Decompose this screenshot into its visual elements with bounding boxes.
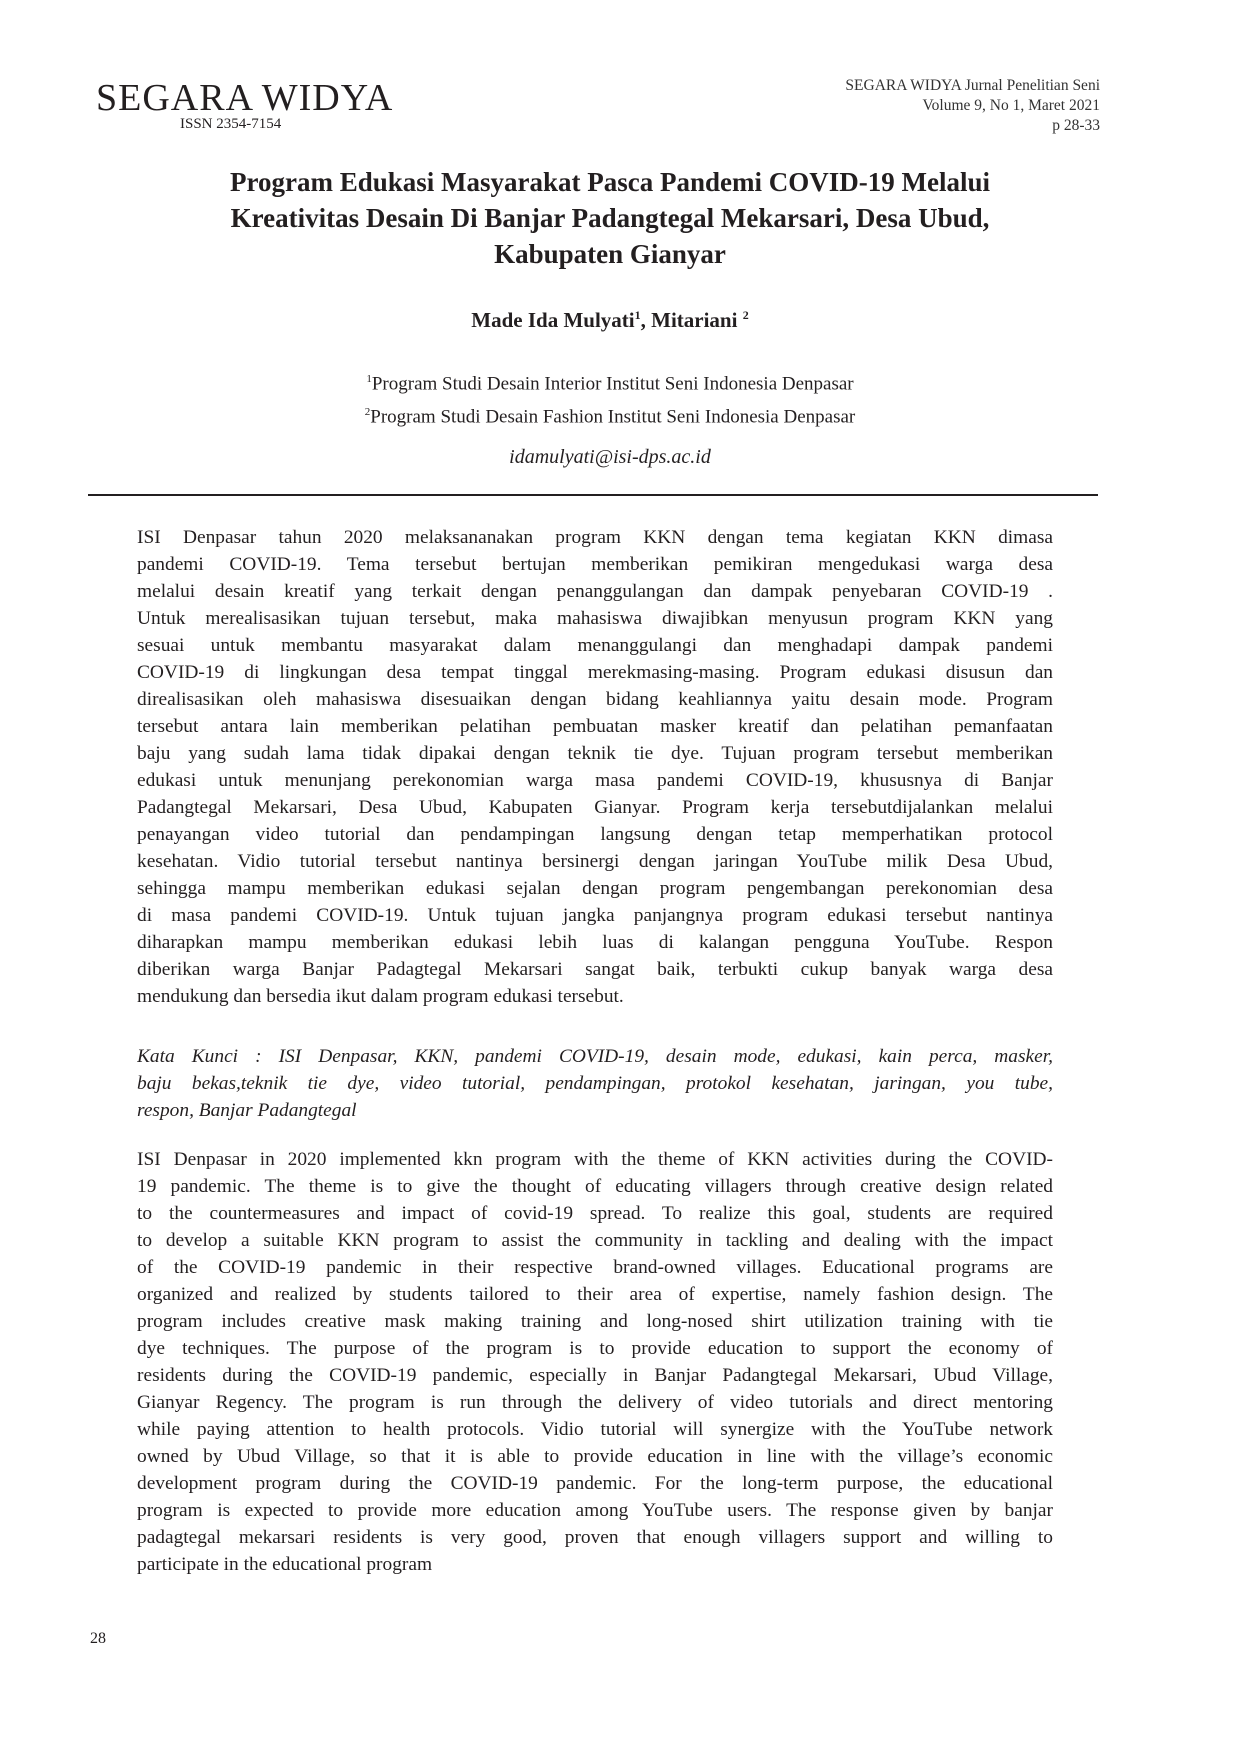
abstract-line: of the COVID-19 pandemic in their respective brand-owned villages. Educational programs are	[137, 1257, 1053, 1278]
abstract-line: di masa pandemi COVID-19. Untuk tujuan jangka panjangnya program edukasi tersebut nantinya	[137, 905, 1053, 926]
author-mark: 2	[742, 308, 749, 322]
abstract-line: organized and realized by students tailored to their area of expertise, namely fashion design. The	[137, 1284, 1053, 1305]
author-name: Made Ida Mulyati	[471, 308, 635, 332]
author-list	[120, 308, 1100, 333]
abstract-line: COVID-19 di lingkungan desa tempat tinggal merekmasing-masing. Program edukasi disusun dan	[137, 662, 1053, 683]
abstract-line: 19 pandemic. The theme is to give the thought of educating villagers through creative design related	[137, 1176, 1053, 1197]
abstract-line: edukasi untuk menunjang perekonomian warga masa pandemi COVID-19, khususnya di Banjar	[137, 770, 1053, 791]
abstract-line: owned by Ubud Village, so that it is able to provide education in line with the village’s economic	[137, 1446, 1053, 1467]
abstract-line: sehingga mampu memberikan edukasi sejalan dengan program pengembangan perekonomian desa	[137, 878, 1053, 899]
abstract-line: ISI Denpasar in 2020 implemented kkn program with the theme of KKN activities during the COVID-	[137, 1149, 1053, 1170]
abstract-line: to the countermeasures and impact of covid-19 spread. To realize this goal, students are required	[137, 1203, 1053, 1224]
abstract-line: diberikan warga Banjar Padagtegal Mekarsari sangat baik, terbukti cukup banyak warga desa	[137, 959, 1053, 980]
abstract-line: pandemi COVID-19. Tema tersebut bertujan memberikan pemikiran mengedukasi warga desa	[137, 554, 1053, 575]
keywords-line: Kata Kunci : ISI Denpasar, KKN, pandemi COVID-19, desain mode, edukasi, kain perca, masker,	[137, 1046, 1053, 1067]
author-separator: ,	[640, 308, 652, 332]
keywords-line: respon, Banjar Padangtegal	[137, 1100, 357, 1121]
affiliation-line	[120, 365, 1100, 398]
affiliations	[120, 365, 1100, 432]
page-number: 28	[90, 1630, 106, 1647]
logo-issn: ISSN 2354-7154	[180, 116, 282, 132]
abstract-line: Gianyar Regency. The program is run through the delivery of video tutorials and direct mentoring	[137, 1392, 1053, 1413]
journal-volume: Volume 9, No 1, Maret 2021	[922, 97, 1100, 114]
author-name: Mitariani	[651, 308, 743, 332]
logo-wordmark: SEGARA WIDYA	[96, 77, 394, 119]
abstract-line: program includes creative mask making training and long-nosed shirt utilization training with tie	[137, 1311, 1053, 1332]
abstract-line: kesehatan. Vidio tutorial tersebut nantinya bersinergi dengan jaringan YouTube milik Desa Ubud,	[137, 851, 1053, 872]
abstract-line: Padangtegal Mekarsari, Desa Ubud, Kabupaten Gianyar. Program kerja tersebutdijalankan melalui	[137, 797, 1053, 818]
affiliation-mark: 2	[364, 406, 371, 419]
affiliation-text: Program Studi Desain Fashion Institut Seni Indonesia Denpasar	[370, 406, 856, 428]
abstract-line: to develop a suitable KKN program to assist the community in tackling and dealing with the impact	[137, 1230, 1053, 1251]
journal-header	[680, 76, 1100, 136]
abstract-line: ISI Denpasar tahun 2020 melaksananakan program KKN dengan tema kegiatan KKN dimasa	[137, 527, 1053, 548]
affiliation-mark: 1	[366, 373, 372, 385]
keywords	[137, 1043, 1053, 1124]
abstract-line: sesuai untuk membantu masyarakat dalam menanggulangi dan menghadapi dampak pandemi	[137, 635, 1053, 656]
abstract-line: while paying attention to health protocols. Vidio tutorial will synergize with the YouTube network	[137, 1419, 1053, 1440]
journal-name: SEGARA WIDYA Jurnal Penelitian Seni	[845, 77, 1100, 94]
abstract-line: baju yang sudah lama tidak dipakai dengan teknik tie dye. Tujuan program tersebut memberikan	[137, 743, 1053, 764]
title-line: Kreativitas Desain Di Banjar Padangtegal Mekarsari, Desa Ubud,	[230, 203, 990, 233]
abstract-line: dye techniques. The purpose of the program is to provide education to support the economy of	[137, 1338, 1053, 1359]
abstract-line: program is expected to provide more education among YouTube users. The response given by banjar	[137, 1500, 1053, 1521]
affiliation-line	[120, 398, 1100, 431]
author-mark: 1	[634, 308, 641, 322]
paper-title	[120, 164, 1100, 272]
abstract-line: penayangan video tutorial dan pendampingan langsung dengan tetap memperhatikan protocol	[137, 824, 1053, 845]
keywords-line: baju bekas,teknik tie dye, video tutorial, pendampingan, protokol kesehatan, jaringan, you tube,	[137, 1073, 1053, 1094]
author-email: idamulyati@isi-dps.ac.id	[509, 446, 711, 468]
abstract-line: residents during the COVID-19 pandemic, especially in Banjar Padangtegal Mekarsari, Ubud Village,	[137, 1365, 1053, 1386]
abstract-line: direalisasikan oleh mahasiswa disesuaikan dengan bidang keahliannya yaitu desain mode. Program	[137, 689, 1053, 710]
abstract-line: Untuk merealisasikan tujuan tersebut, maka mahasiswa diwajibkan menyusun program KKN yang	[137, 608, 1053, 629]
title-line: Kabupaten Gianyar	[494, 239, 726, 269]
title-line: Program Edukasi Masyarakat Pasca Pandemi COVID-19 Melalui	[230, 167, 990, 197]
abstract-line: mendukung dan bersedia ikut dalam program edukasi tersebut.	[137, 986, 624, 1007]
abstract-line: padagtegal mekarsari residents is very good, proven that enough villagers support and willing to	[137, 1527, 1053, 1548]
journal-logo	[96, 74, 406, 134]
abstract-line: diharapkan mampu memberikan edukasi lebih luas di kalangan pengguna YouTube. Respon	[137, 932, 1053, 953]
abstract-line: tersebut antara lain memberikan pelatihan pembuatan masker kreatif dan pelatihan pemanfaatan	[137, 716, 1053, 737]
abstract-line: melalui desain kreatif yang terkait dengan penanggulangan dan dampak penyebaran COVID-19 .	[137, 581, 1053, 602]
abstract-english	[137, 1146, 1053, 1578]
abstract-line: development program during the COVID-19 pandemic. For the long-term purpose, the educational	[137, 1473, 1053, 1494]
journal-pages: p 28-33	[1052, 117, 1100, 134]
header-divider	[88, 494, 1098, 496]
abstract-line: participate in the educational program	[137, 1554, 433, 1575]
affiliation-text: Program Studi Desain Interior Institut Seni Indonesia Denpasar	[371, 373, 854, 395]
abstract-indonesian	[137, 524, 1053, 1010]
